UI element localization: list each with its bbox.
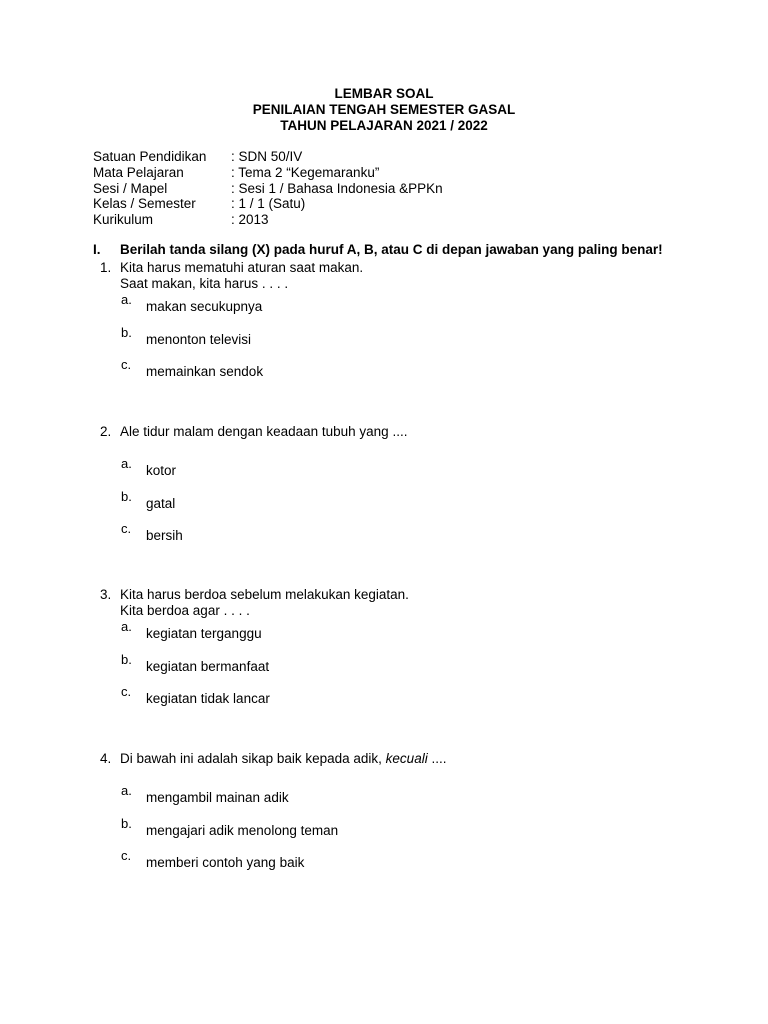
document-header xyxy=(0,86,768,134)
identity-block xyxy=(93,149,443,228)
question-number: 1. xyxy=(100,260,112,275)
option-c[interactable] xyxy=(100,684,409,717)
option-letter: c. xyxy=(121,521,132,536)
option-text: kegiatan bermanfaat xyxy=(146,658,270,674)
question-number: 2. xyxy=(100,424,112,439)
header-subtitle: PENILAIAN TENGAH SEMESTER GASAL xyxy=(252,102,516,117)
question-4 xyxy=(100,751,446,881)
question-stem: Kita harus berdoa sebelum melakukan kegiatan. xyxy=(120,587,409,602)
meta-row-class xyxy=(93,196,443,212)
option-text: bersih xyxy=(146,528,183,543)
meta-label: Sesi / Mapel xyxy=(93,180,168,196)
meta-row-subject xyxy=(93,165,443,181)
option-text: mengambil mainan adik xyxy=(146,790,289,805)
question-number: 3. xyxy=(100,587,112,602)
option-a[interactable] xyxy=(100,783,446,816)
option-text: makan secukupnya xyxy=(146,299,263,314)
option-b[interactable] xyxy=(100,816,446,849)
option-text: kegiatan tidak lancar xyxy=(146,691,270,706)
instruction-text: Berilah tanda silang (X) pada huruf A, B, atau C di depan jawaban yang paling benar! xyxy=(120,242,663,257)
option-text: gatal xyxy=(146,495,176,511)
meta-value: : Tema 2 “Kegemaranku” xyxy=(231,164,380,180)
meta-value: : 1 / 1 (Satu) xyxy=(231,196,306,212)
option-letter: a. xyxy=(121,456,132,471)
meta-value: : 2013 xyxy=(231,212,269,228)
option-b[interactable] xyxy=(100,325,363,358)
option-c[interactable] xyxy=(100,357,363,390)
meta-value: : SDN 50/IV xyxy=(231,149,303,164)
question-3 xyxy=(100,587,409,717)
option-letter: b. xyxy=(121,815,132,831)
option-b[interactable] xyxy=(100,489,407,522)
section-instruction xyxy=(93,242,663,257)
question-number: 4. xyxy=(100,751,112,766)
option-c[interactable] xyxy=(100,848,446,881)
option-letter: b. xyxy=(121,324,132,340)
option-a[interactable] xyxy=(100,456,407,489)
option-letter: c. xyxy=(121,848,132,863)
meta-label: Mata Pelajaran xyxy=(93,164,184,180)
question-stem-line2: Kita berdoa agar . . . . xyxy=(120,603,250,618)
option-letter: b. xyxy=(121,651,132,667)
question-stem-text: Di bawah ini adalah sikap baik kepada adik, xyxy=(120,751,386,766)
option-text: kegiatan terganggu xyxy=(146,626,262,641)
meta-label: Kelas / Semester xyxy=(93,196,196,212)
question-stem xyxy=(120,751,446,767)
question-stem-tail: .... xyxy=(427,751,447,766)
meta-value: : Sesi 1 / Bahasa Indonesia &PPKn xyxy=(231,180,443,196)
option-text: memainkan sendok xyxy=(146,364,264,379)
option-letter: a. xyxy=(121,292,132,307)
option-letter: c. xyxy=(121,357,132,372)
meta-row-curriculum xyxy=(93,212,443,228)
header-year: TAHUN PELAJARAN 2021 / 2022 xyxy=(280,118,488,133)
header-title: LEMBAR SOAL xyxy=(334,86,434,101)
option-b[interactable] xyxy=(100,652,409,685)
question-2 xyxy=(100,424,407,554)
option-text: menonton televisi xyxy=(146,331,252,347)
question-stem-emphasis: kecuali xyxy=(385,751,428,766)
meta-row-session xyxy=(93,181,443,197)
option-letter: c. xyxy=(121,684,132,699)
option-a[interactable] xyxy=(100,292,363,325)
meta-row-school xyxy=(93,149,443,165)
option-letter: b. xyxy=(121,488,132,504)
option-letter: a. xyxy=(121,619,132,634)
question-1 xyxy=(100,260,363,390)
option-letter: a. xyxy=(121,783,132,798)
option-text: mengajari adik menolong teman xyxy=(146,822,339,838)
meta-label: Kurikulum xyxy=(93,212,154,228)
meta-label: Satuan Pendidikan xyxy=(93,149,207,164)
option-text: memberi contoh yang baik xyxy=(146,855,305,870)
option-c[interactable] xyxy=(100,521,407,554)
section-number: I. xyxy=(93,242,101,257)
question-stem: Kita harus mematuhi aturan saat makan. xyxy=(120,260,364,275)
question-stem: Ale tidur malam dengan keadaan tubuh yang .... xyxy=(120,424,408,439)
question-stem-line2: Saat makan, kita harus . . . . xyxy=(120,276,289,291)
option-text: kotor xyxy=(146,463,177,478)
option-a[interactable] xyxy=(100,619,409,652)
